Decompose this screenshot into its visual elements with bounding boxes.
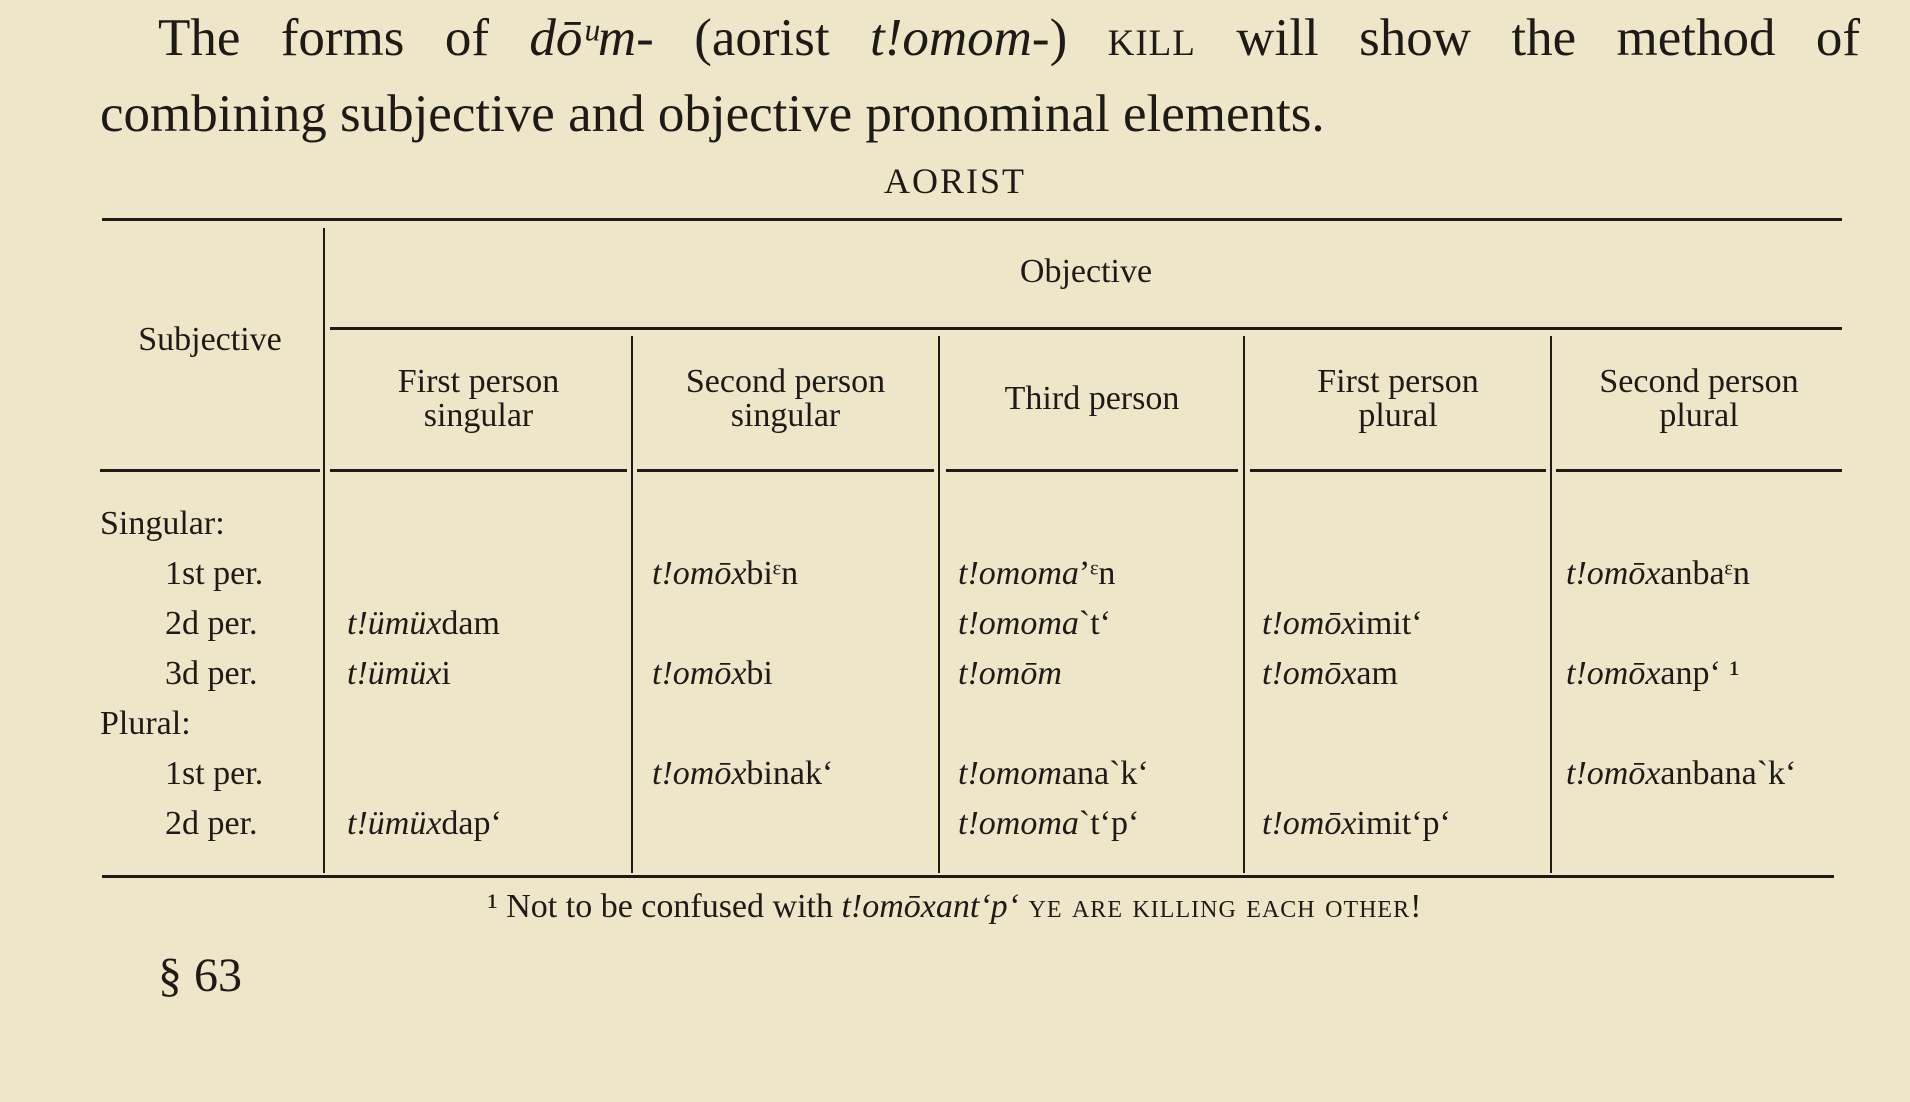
intro-text: (aorist [653,9,870,67]
table-cell [958,604,1111,644]
cell-stem: t!omōx [652,755,747,792]
column-header-line: Third person [1004,380,1180,417]
table-cell [958,554,1115,594]
objective-header: Objective [1019,253,1153,290]
cell-suffix: dam [441,605,500,642]
cell-stem: t!omōm [958,655,1062,692]
objective-underline [330,327,1842,330]
column-header-second-singular [637,365,934,433]
cell-stem: t!omōx [1566,655,1661,692]
footnote-text: Not to be confused with [497,888,842,925]
cell-suffix: ʼᵋn [1078,555,1116,592]
cell-stem: t!ümüx [347,605,442,642]
column-header-line: First person [397,363,560,400]
table-cell [958,804,1139,844]
cell-stem: t!omoma [958,605,1079,642]
table-cell [1262,604,1423,644]
table-top-rule [102,218,1842,221]
subjective-header: Subjective [138,321,282,358]
table-cell [347,654,451,694]
cell-suffix: ˋtʻ [1078,605,1111,642]
column-header-first-singular [330,365,627,433]
row-label: 2d per. [165,605,258,642]
table-cell [1566,554,1750,594]
cell-suffix: imitʻpʻ [1356,805,1451,842]
column-header-line: singular [730,397,841,434]
intro-text: ) [1049,9,1108,67]
cell-stem: t!omōx [1262,605,1357,642]
cell-stem: t!omom [958,755,1062,792]
subjective-divider [323,228,325,873]
column-divider [1550,336,1552,873]
verb-stem: dōᵘm- [529,9,654,67]
cell-stem: t!omōx [1262,805,1357,842]
column-header-first-plural [1250,365,1546,433]
cell-suffix: anbaᵋn [1660,555,1750,592]
cell-suffix: anpʻ ¹ [1660,655,1740,692]
column-header-line: plural [1659,397,1739,434]
footnote-marker: ¹ [487,888,498,925]
column-header-second-plural [1556,365,1842,433]
cell-suffix: anaˋkʻ [1061,755,1149,792]
cell-suffix: ˋtʻpʻ [1078,805,1140,842]
column-header-line: Second person [685,363,886,400]
header-underline [1556,469,1842,472]
aorist-stem: t!omom- [869,9,1050,67]
header-underline [330,469,627,472]
cell-suffix: imitʻ [1356,605,1423,642]
group-label-plural: Plural: [100,705,191,742]
header-underline [637,469,934,472]
table-cell [1262,804,1451,844]
intro-text: The forms of [158,9,530,67]
group-label-singular: Singular: [100,505,225,542]
cell-suffix: biᵋn [746,555,799,592]
row-label: 2d per. [165,805,258,842]
column-header-line: singular [423,397,534,434]
section-number: § 63 [158,949,242,1002]
cell-stem: t!omōx [652,555,747,592]
footnote-word: t!omōxantʻpʻ [841,888,1019,925]
cell-suffix: am [1356,655,1398,692]
footnote-gloss: ye are killing each other! [1018,888,1423,925]
column-divider [938,336,940,873]
table-cell [1566,654,1740,694]
gloss: kill [1107,9,1196,67]
cell-suffix: binakʻ [746,755,834,792]
table-cell [958,654,1062,694]
cell-stem: t!omoma [958,805,1079,842]
row-label: 3d per. [165,655,258,692]
column-header-third [946,382,1238,416]
table-cell [652,754,833,794]
cell-suffix: i [441,655,451,692]
column-header-line: First person [1317,363,1479,400]
table-cell [652,554,798,594]
table-cell [958,754,1149,794]
table-cell [347,604,500,644]
cell-stem: t!omōx [652,655,747,692]
cell-suffix: anbanaˋkʻ [1660,755,1797,792]
table-cell [1566,754,1796,794]
intro-text: will show the method of [1195,9,1861,67]
cell-stem: t!ümüx [347,805,442,842]
table-cell [1262,654,1398,694]
cell-stem: t!omoma [958,555,1079,592]
table-cell [347,804,502,844]
column-divider [1243,336,1245,873]
cell-stem: t!omōx [1566,555,1661,592]
column-header-line: plural [1358,397,1438,434]
row-label: 1st per. [165,555,264,592]
row-label: 1st per. [165,755,264,792]
intro-paragraph [100,0,1860,152]
table-cell [652,654,773,694]
intro-line-2: combining subjective and objective pronominal elements. [100,85,1325,143]
cell-suffix: bi [746,655,773,692]
column-header-line: Second person [1599,363,1799,400]
cell-suffix: dapʻ [441,805,502,842]
header-underline [100,469,320,472]
column-divider [631,336,633,873]
cell-stem: t!ümüx [347,655,442,692]
footnote [0,888,1910,926]
header-underline [1250,469,1546,472]
cell-stem: t!omōx [1566,755,1661,792]
cell-stem: t!omōx [1262,655,1357,692]
header-underline [946,469,1238,472]
table-title: AORIST [883,161,1026,201]
intro-line-1 [100,0,1860,76]
table-bottom-rule [102,875,1834,878]
